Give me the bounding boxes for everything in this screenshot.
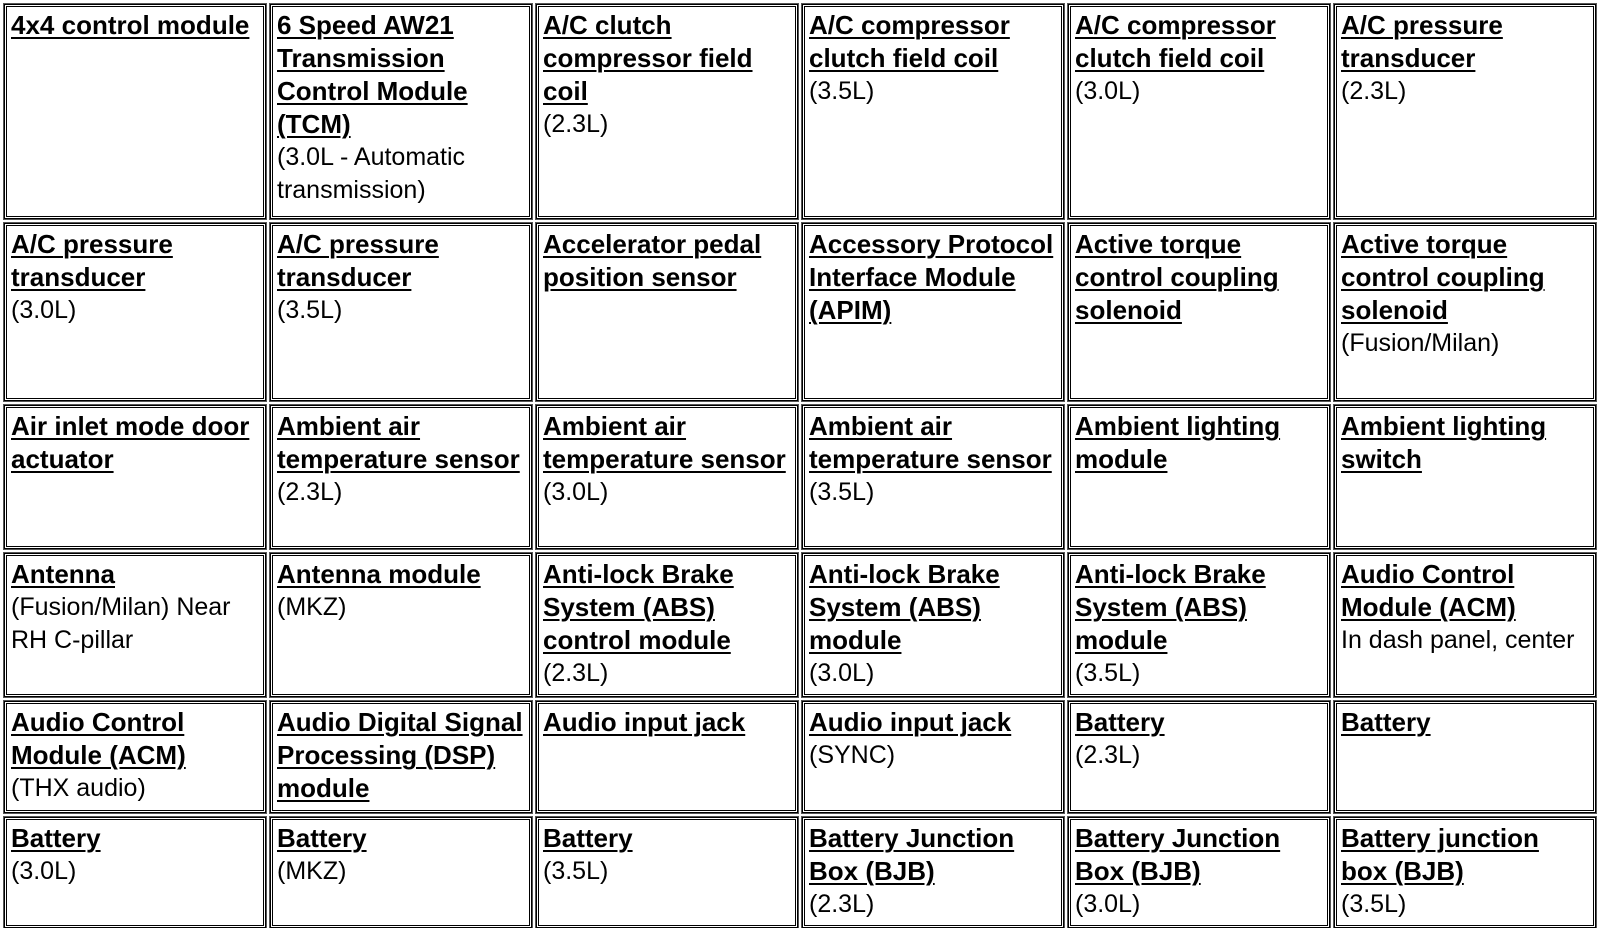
component-link[interactable]: Active torque control coupling solenoid (1341, 229, 1545, 325)
table-cell (1068, 553, 1330, 697)
component-link[interactable]: A/C compressor clutch field coil (1075, 10, 1276, 73)
cell-note: (MKZ) (277, 857, 347, 885)
component-link[interactable]: A/C clutch compressor field coil (543, 10, 753, 106)
cell-note: (3.0L) (11, 857, 77, 885)
component-link[interactable]: Audio Digital Signal Processing (DSP) module (277, 707, 523, 803)
component-link[interactable]: Battery (1075, 707, 1165, 737)
component-link[interactable]: Battery Junction Box (BJB) (1075, 823, 1281, 886)
table-cell (802, 223, 1064, 401)
component-location-table (4, 4, 1596, 922)
component-link[interactable]: 6 Speed AW21 Transmission Control Module (TCM) (277, 10, 468, 139)
table-cell (4, 405, 266, 549)
cell-note: (3.5L) (543, 857, 609, 885)
table-cell (270, 223, 532, 401)
cell-note: (3.0L) (1075, 77, 1141, 105)
table-cell (270, 4, 532, 219)
table-cell (4, 223, 266, 401)
table-cell (802, 553, 1064, 697)
table-cell (536, 4, 798, 219)
table-cell (1334, 405, 1596, 549)
cell-note: (3.5L) (1341, 890, 1407, 918)
table-cell (1334, 223, 1596, 401)
cell-note: (2.3L) (1075, 741, 1141, 769)
cell-note: (3.0L - Automatic transmission) (277, 143, 466, 204)
component-link[interactable]: Battery junction box (BJB) (1341, 823, 1539, 886)
table-cell (1334, 817, 1596, 928)
component-link[interactable]: Accelerator pedal position sensor (543, 229, 762, 292)
component-link[interactable]: Ambient lighting module (1075, 411, 1281, 474)
cell-note: (3.0L) (11, 296, 77, 324)
table-cell (802, 817, 1064, 928)
cell-note: (3.5L) (809, 77, 875, 105)
cell-note: (3.0L) (1075, 890, 1141, 918)
component-link[interactable]: Audio input jack (809, 707, 1012, 737)
cell-note: (3.5L) (277, 296, 343, 324)
table-cell (536, 701, 798, 813)
component-link[interactable]: Air inlet mode door actuator (11, 411, 250, 474)
component-link[interactable]: Ambient air temperature sensor (277, 411, 520, 474)
table-cell (536, 223, 798, 401)
table-cell (4, 701, 266, 813)
table-cell (270, 553, 532, 697)
component-link[interactable]: Antenna (11, 559, 115, 589)
cell-note: (2.3L) (277, 478, 343, 506)
cell-note: (3.0L) (809, 659, 875, 687)
component-link[interactable]: Anti-lock Brake System (ABS) module (1075, 559, 1266, 655)
table-cell (270, 405, 532, 549)
table-cell (536, 553, 798, 697)
table-cell (270, 817, 532, 928)
table-cell (1334, 553, 1596, 697)
component-link[interactable]: Battery Junction Box (BJB) (809, 823, 1015, 886)
component-link[interactable]: A/C pressure transducer (1341, 10, 1503, 73)
component-link[interactable]: Ambient lighting switch (1341, 411, 1547, 474)
component-link[interactable]: 4x4 control module (11, 10, 250, 40)
table-cell (1068, 817, 1330, 928)
table-cell (1068, 223, 1330, 401)
table-cell (4, 4, 266, 219)
component-link[interactable]: Audio Control Module (ACM) (1341, 559, 1516, 622)
table-cell (1068, 701, 1330, 813)
cell-note: (2.3L) (1341, 77, 1407, 105)
cell-note: (THX audio) (11, 774, 146, 802)
cell-note: (Fusion/Milan) (1341, 329, 1500, 357)
component-link[interactable]: Ambient air temperature sensor (809, 411, 1052, 474)
cell-note: (2.3L) (543, 659, 609, 687)
component-link[interactable]: Anti-lock Brake System (ABS) control module (543, 559, 734, 655)
cell-note: In dash panel, center (1341, 626, 1575, 654)
component-link[interactable]: Ambient air temperature sensor (543, 411, 786, 474)
component-link[interactable]: A/C compressor clutch field coil (809, 10, 1010, 73)
table-cell (1334, 701, 1596, 813)
component-link[interactable]: A/C pressure transducer (277, 229, 439, 292)
component-link[interactable]: Battery (277, 823, 367, 853)
table-cell (1334, 4, 1596, 219)
cell-note: (3.5L) (809, 478, 875, 506)
table-cell (1068, 405, 1330, 549)
component-link[interactable]: Anti-lock Brake System (ABS) module (809, 559, 1000, 655)
component-link[interactable]: Battery (11, 823, 101, 853)
component-link[interactable]: Antenna module (277, 559, 481, 589)
component-link[interactable]: Audio input jack (543, 707, 746, 737)
component-link[interactable]: A/C pressure transducer (11, 229, 173, 292)
component-link[interactable]: Active torque control coupling solenoid (1075, 229, 1279, 325)
table-cell (4, 553, 266, 697)
cell-note: (2.3L) (809, 890, 875, 918)
table-cell (1068, 4, 1330, 219)
component-link[interactable]: Battery (543, 823, 633, 853)
table-cell (536, 405, 798, 549)
table-cell (270, 701, 532, 813)
cell-note: (3.0L) (543, 478, 609, 506)
cell-note: (2.3L) (543, 110, 609, 138)
table-cell (536, 817, 798, 928)
table-cell (802, 4, 1064, 219)
cell-note: (3.5L) (1075, 659, 1141, 687)
cell-note: (MKZ) (277, 593, 347, 621)
cell-note: (Fusion/Milan) Near RH C-pillar (11, 593, 231, 654)
component-link[interactable]: Accessory Protocol Interface Module (APIM) (809, 229, 1054, 325)
table-cell (4, 817, 266, 928)
table-cell (802, 701, 1064, 813)
component-link[interactable]: Battery (1341, 707, 1431, 737)
cell-note: (SYNC) (809, 741, 896, 769)
table-cell (802, 405, 1064, 549)
component-link[interactable]: Audio Control Module (ACM) (11, 707, 186, 770)
